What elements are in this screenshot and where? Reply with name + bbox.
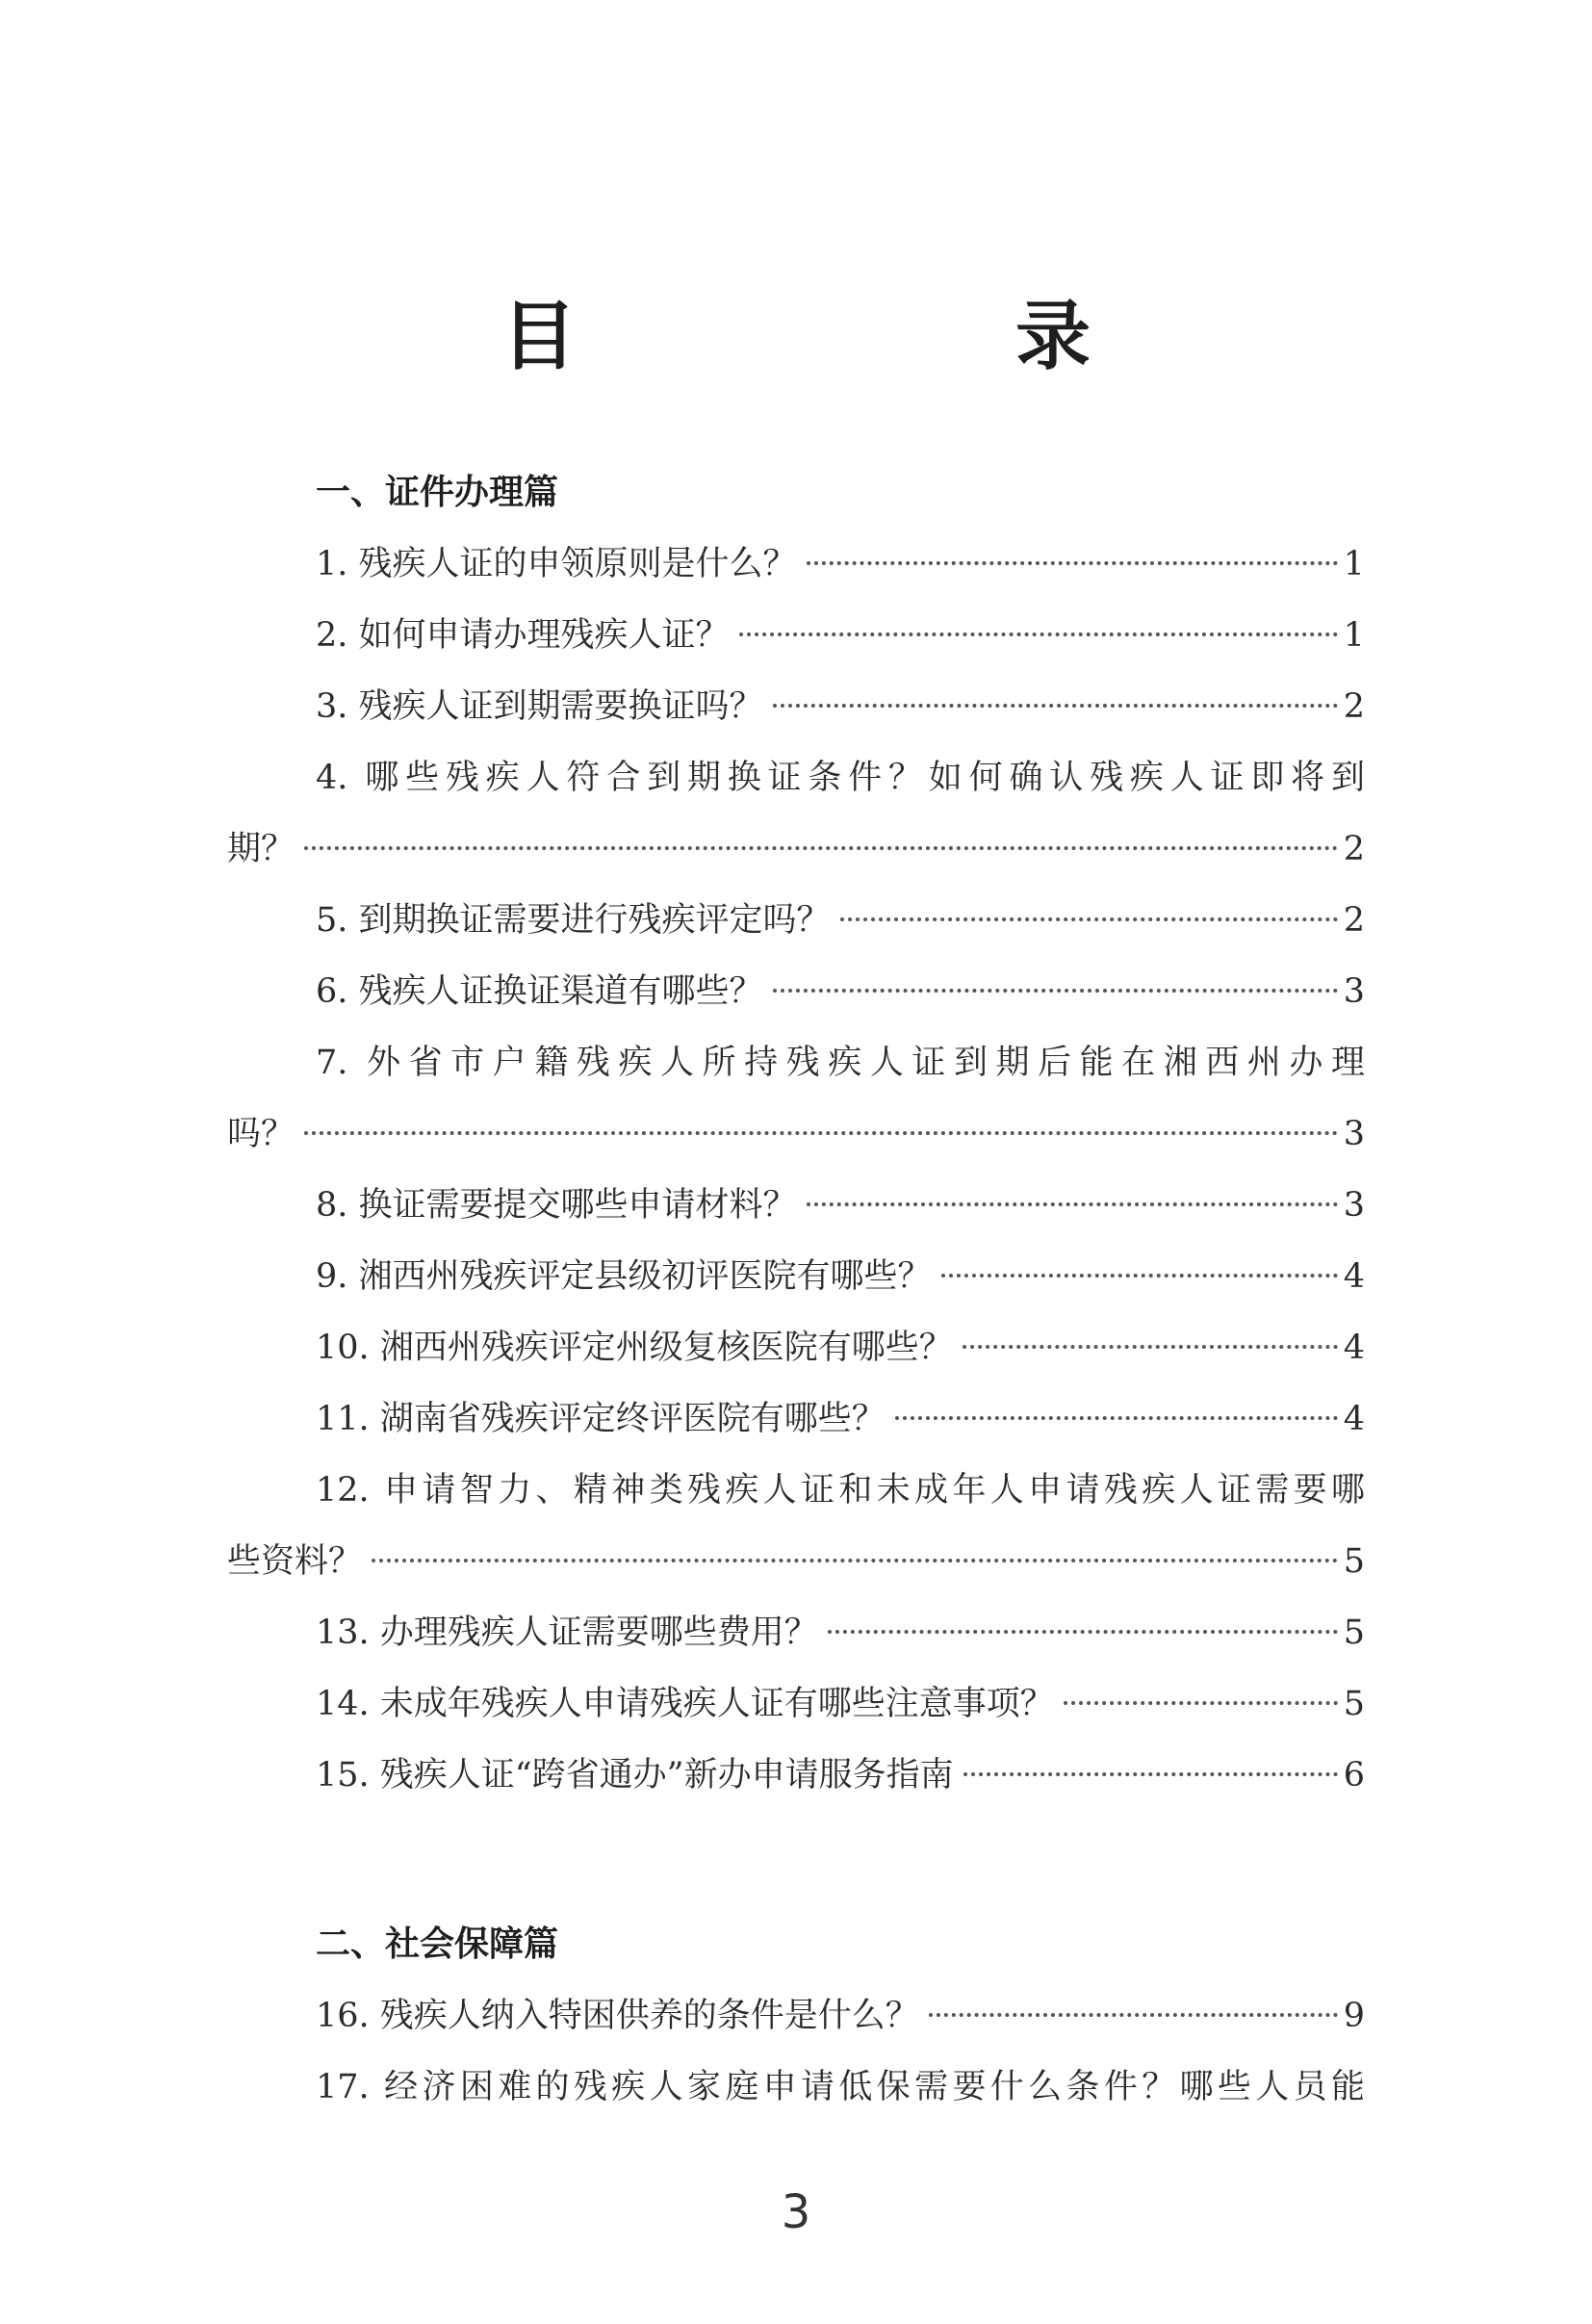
dot-leader	[1064, 1701, 1338, 1705]
entry-page-number: 4	[1343, 1329, 1365, 1367]
entry-title: 16. 残疾人纳入特困供养的条件是什么？	[316, 1997, 919, 2035]
dot-leader	[773, 704, 1338, 708]
toc-entry[interactable]	[227, 956, 1365, 1027]
toc-entry[interactable]	[227, 1170, 1365, 1241]
toc-entry[interactable]	[227, 742, 1365, 885]
entry-page-number: 2	[1343, 830, 1365, 868]
toc-entry[interactable]	[227, 885, 1365, 956]
toc-entry[interactable]	[227, 1455, 1365, 1597]
entry-title-continued: 吗？	[227, 1115, 295, 1153]
entry-page-number: 3	[1343, 1186, 1365, 1225]
entry-title: 17. 经济困难的残疾人家庭申请低保需要什么条件？哪些人员能	[316, 2068, 1365, 2106]
section-heading: 二、社会保障篇	[316, 1924, 559, 1964]
entry-title: 1. 残疾人证的申领原则是什么？	[316, 545, 797, 583]
entry-title: 11. 湖南省残疾评定终评医院有哪些？	[316, 1400, 886, 1438]
toc-entry[interactable]	[227, 1027, 1365, 1170]
entry-page-number: 6	[1343, 1756, 1365, 1795]
dot-leader	[304, 846, 1338, 850]
toc-entry[interactable]	[227, 529, 1365, 600]
dot-leader	[773, 989, 1338, 993]
entry-page-number: 4	[1343, 1257, 1365, 1296]
toc-entry[interactable]	[227, 671, 1365, 742]
entry-title: 8. 换证需要提交哪些申请材料？	[316, 1186, 797, 1225]
entry-title: 13. 办理残疾人证需要哪些费用？	[316, 1614, 818, 1652]
entry-title-continued: 些资料？	[227, 1542, 363, 1581]
dot-leader	[929, 2013, 1338, 2017]
dot-leader	[895, 1416, 1338, 1420]
entry-title: 3. 残疾人证到期需要换证吗？	[316, 687, 763, 726]
entry-page-number: 4	[1343, 1400, 1365, 1438]
entry-page-number: 9	[1343, 1997, 1365, 2035]
section-heading: 一、证件办理篇	[316, 473, 559, 512]
dot-leader	[304, 1131, 1338, 1135]
dot-leader	[963, 1345, 1338, 1349]
dot-leader	[941, 1274, 1338, 1278]
entry-title: 6. 残疾人证换证渠道有哪些？	[316, 972, 763, 1011]
entry-title: 2. 如何申请办理残疾人证？	[316, 616, 730, 655]
toc-entry[interactable]	[227, 2052, 1365, 2123]
entry-title: 10. 湘西州残疾评定州级复核医院有哪些？	[316, 1329, 953, 1367]
dot-leader	[807, 561, 1338, 565]
table-of-contents	[227, 457, 1365, 2123]
dot-leader	[739, 633, 1338, 636]
entry-title: 14. 未成年残疾人申请残疾人证有哪些注意事项？	[316, 1685, 1054, 1723]
entry-page-number: 2	[1343, 687, 1365, 726]
entry-title: 12. 申请智力、精神类残疾人证和未成年人申请残疾人证需要哪	[316, 1471, 1365, 1510]
entry-page-number: 2	[1343, 901, 1365, 940]
entry-page-number: 3	[1343, 1115, 1365, 1153]
dot-leader	[840, 917, 1338, 921]
toc-entry[interactable]	[227, 1668, 1365, 1740]
entry-title: 5. 到期换证需要进行残疾评定吗？	[316, 901, 831, 940]
page-number: 3	[781, 2185, 811, 2239]
toc-entry[interactable]	[227, 600, 1365, 671]
entry-title: 15. 残疾人证“跨省通办”新办申请服务指南	[316, 1756, 954, 1795]
entry-page-number: 1	[1343, 545, 1365, 583]
dot-leader	[828, 1630, 1338, 1634]
entry-title-continued: 期？	[227, 830, 295, 868]
entry-title: 7. 外省市户籍残疾人所持残疾人证到期后能在湘西州办理	[316, 1044, 1365, 1082]
entry-title: 9. 湘西州残疾评定县级初评医院有哪些？	[316, 1257, 932, 1296]
toc-entry[interactable]	[227, 1241, 1365, 1312]
toc-entry[interactable]	[227, 1597, 1365, 1668]
entry-page-number: 3	[1343, 972, 1365, 1011]
entry-page-number: 5	[1343, 1614, 1365, 1652]
section-spacer	[227, 1811, 1365, 1909]
entry-page-number: 5	[1343, 1685, 1365, 1723]
dot-leader	[807, 1202, 1338, 1206]
entry-page-number: 5	[1343, 1542, 1365, 1581]
toc-entry[interactable]	[227, 1740, 1365, 1811]
toc-entry[interactable]	[227, 1312, 1365, 1383]
page-title: 目 录	[501, 293, 1187, 380]
entry-page-number: 1	[1343, 616, 1365, 655]
entry-title: 4. 哪些残疾人符合到期换证条件？如何确认残疾人证即将到	[316, 759, 1365, 797]
dot-leader	[372, 1559, 1338, 1562]
toc-entry[interactable]	[227, 1980, 1365, 2052]
dot-leader	[963, 1772, 1338, 1776]
toc-entry[interactable]	[227, 1383, 1365, 1455]
